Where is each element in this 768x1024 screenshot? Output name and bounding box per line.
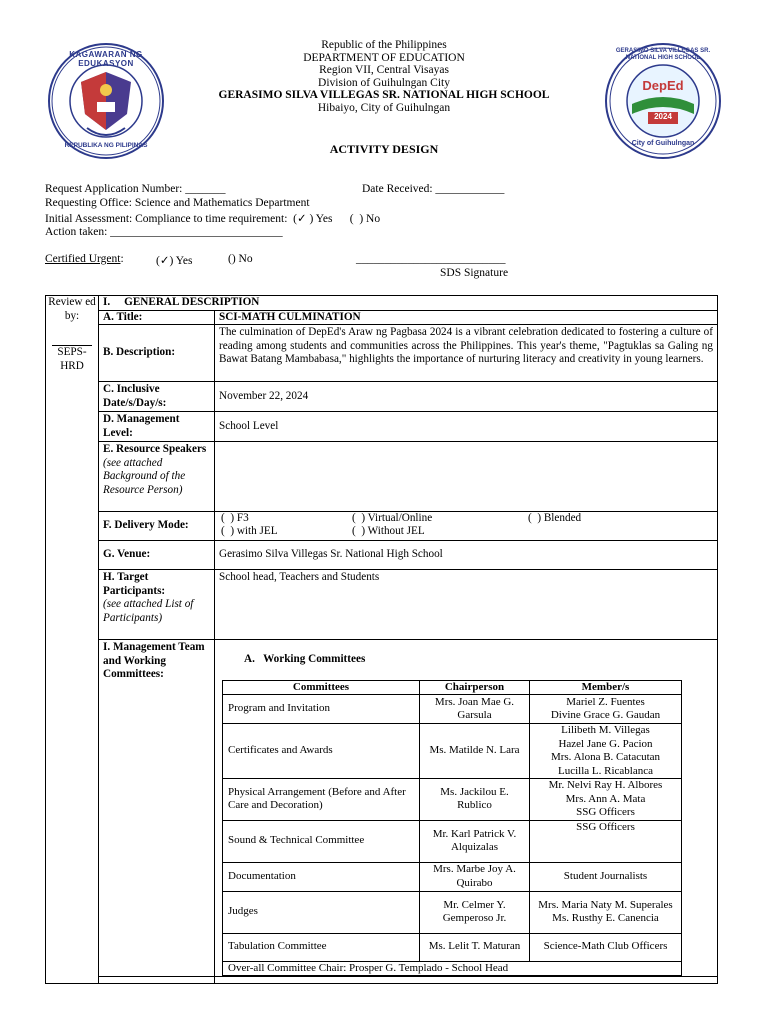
working-committees-heading: A. Working Committees <box>244 653 366 665</box>
left-seal-top-text: KAGAWARAN NG EDUKASYON <box>69 50 143 68</box>
inclusive-dates-label: C. Inclusive Date/s/Day/s: <box>99 382 215 412</box>
committee-members: Lilibeth M. Villegas Hazel Jane G. Pacion Mrs. Alona B. Catacutan Lucilla L. Ricablanca <box>530 724 682 779</box>
certified-no: () No <box>228 253 253 265</box>
action-taken: Action taken: ______________________________ <box>45 226 283 238</box>
bottom-spacer-value <box>215 977 718 984</box>
committee-members: SSG Officers <box>530 820 682 862</box>
left-seal-bottom-text: REPUBLIKA NG PILIPINAS <box>64 142 148 149</box>
committee-name: Certificates and Awards <box>223 724 420 779</box>
committee-row <box>223 862 682 891</box>
title-label: A. Title: <box>99 310 215 325</box>
committee-members: Mariel Z. Fuentes Divine Grace G. Gaudan <box>530 695 682 724</box>
resource-speakers-note: (see attached Background of the Resource Person) <box>103 456 186 496</box>
bottom-spacer-label <box>99 977 215 984</box>
certified-yes: (✓) Yes <box>156 255 193 267</box>
right-seal-top-text: GERASIMO SILVA VILLEGAS SR. NATIONAL HIGH SCHOOL <box>615 48 711 61</box>
delivery-mode-options <box>215 512 718 541</box>
header-line-3: Region VII, Central Visayas <box>319 64 449 76</box>
committee-members: Mr. Nelvi Ray H. Albores Mrs. Ann A. Mata SSG Officers <box>530 779 682 821</box>
committee-row <box>223 695 682 724</box>
section-general-description: I. GENERAL DESCRIPTION <box>99 296 718 311</box>
date-received: Date Received: ____________ <box>362 183 505 195</box>
right-seal-bottom-text: City of Guihulngan <box>631 140 695 147</box>
certified-urgent-label <box>45 253 124 265</box>
review-cell <box>46 296 99 984</box>
target-participants-note: (see attached List of Participants) <box>103 598 194 624</box>
venue-value: Gerasimo Silva Villegas Sr. National High School <box>215 541 718 570</box>
committee-chairperson: Mr. Karl Patrick V. Alquizalas <box>420 820 530 862</box>
right-seal-year: 2024 <box>654 112 672 121</box>
inclusive-dates-value: November 22, 2024 <box>215 382 718 412</box>
committee-chairperson: Ms. Lelit T. Maturan <box>420 933 530 961</box>
committees-table <box>222 680 682 977</box>
right-seal-logo-text: DepEd <box>642 78 684 93</box>
committee-chairperson: Mr. Celmer Y. Gemperoso Jr. <box>420 891 530 933</box>
delivery-option-without-jel: ( ) Without JEL <box>352 525 425 537</box>
title-value: SCI-MATH CULMINATION <box>215 310 718 325</box>
letterhead <box>170 39 598 114</box>
management-team-content <box>215 640 718 977</box>
committee-name: Sound & Technical Committee <box>223 820 420 862</box>
delivery-mode-label: F. Delivery Mode: <box>99 512 215 541</box>
committees-body <box>223 695 682 962</box>
committee-name: Judges <box>223 891 420 933</box>
header-line-4: Division of Guihulngan City <box>318 76 450 89</box>
target-participants-value: School head, Teachers and Students <box>215 570 718 640</box>
school-seal <box>604 42 722 160</box>
delivery-option-virtual: ( ) Virtual/Online <box>352 512 433 524</box>
committee-name: Physical Arrangement (Before and After Care and Decoration) <box>223 779 420 821</box>
col-header-members: Member/s <box>530 680 682 695</box>
header-line-2: DEPARTMENT OF EDUCATION <box>303 51 465 64</box>
col-header-committees: Committees <box>223 680 420 695</box>
request-app-number: Request Application Number: _______ <box>45 183 226 195</box>
reviewed-by-label: Review ed by: <box>48 296 96 322</box>
committee-row <box>223 891 682 933</box>
management-team-label: I. Management Team and Working Committees: <box>99 640 215 977</box>
col-header-chairperson: Chairperson <box>420 680 530 695</box>
description-value: The culmination of DepEd's Araw ng Pagbasa 2024 is a vibrant celebration dedicated to fostering a culture of reading among students and communities across the Philippines. This year's theme, "Pagtuklas sa Galing ng Bawat Batang Mambabasa," highlights the importance of nurturing literacy and creativity in young learners. <box>215 325 718 382</box>
target-participants-label: H. Target Participants: <box>103 571 166 597</box>
committee-name: Documentation <box>223 862 420 891</box>
management-level-value: School Level <box>215 412 718 442</box>
requesting-office: Requesting Office: Science and Mathematics Department <box>45 197 310 209</box>
committee-chairperson: Ms. Matilde N. Lara <box>420 724 530 779</box>
initial-assessment: Initial Assessment: Compliance to time requirement: (✓ ) Yes ( ) No <box>45 213 381 225</box>
resource-speakers-label: E. Resource Speakers <box>103 443 207 455</box>
sds-signature-label: SDS Signature <box>440 267 509 279</box>
venue-label: G. Venue: <box>99 541 215 570</box>
target-participants-cell <box>99 570 215 640</box>
certified-urgent-text: Certified Urgent <box>45 253 121 265</box>
review-office: SEPS-HRD <box>57 346 87 372</box>
resource-speakers-value <box>215 442 718 512</box>
committee-chairperson: Ms. Jackilou E. Rublico <box>420 779 530 821</box>
sds-signature-line: __________________________ <box>356 253 506 265</box>
school-name: GERASIMO SILVA VILLEGAS SR. NATIONAL HIGH SCHOOL <box>218 89 550 101</box>
delivery-option-blended: ( ) Blended <box>528 512 582 524</box>
document-title: ACTIVITY DESIGN <box>329 142 439 156</box>
description-label: B. Description: <box>99 325 215 382</box>
header-line-1: Republic of the Philippines <box>321 39 447 51</box>
resource-speakers-cell <box>99 442 215 512</box>
management-level-label: D. Management Level: <box>99 412 215 442</box>
committee-name: Tabulation Committee <box>223 933 420 961</box>
committee-chairperson: Mrs. Joan Mae G. Garsula <box>420 695 530 724</box>
certified-urgent-colon: : <box>120 253 124 265</box>
committee-row <box>223 779 682 821</box>
committee-members: Student Journalists <box>530 862 682 891</box>
committee-chairperson: Mrs. Marbe Joy A. Quirabo <box>420 862 530 891</box>
delivery-option-f3: ( ) F3 <box>221 512 249 524</box>
school-address: Hibaiyo, City of Guihulngan <box>317 101 451 114</box>
committee-row <box>223 724 682 779</box>
committee-row <box>223 933 682 961</box>
committee-members: Science-Math Club Officers <box>530 933 682 961</box>
delivery-option-with-jel: ( ) with JEL <box>221 525 278 537</box>
committee-row <box>223 820 682 862</box>
overall-committee-chair: Over-all Committee Chair: Prosper G. Templado - School Head <box>223 961 682 976</box>
committee-name: Program and Invitation <box>223 695 420 724</box>
committee-members: Mrs. Maria Naty M. Superales Ms. Rusthy E. Canencia <box>530 891 682 933</box>
deped-seal <box>47 42 165 160</box>
activity-table <box>45 295 718 984</box>
